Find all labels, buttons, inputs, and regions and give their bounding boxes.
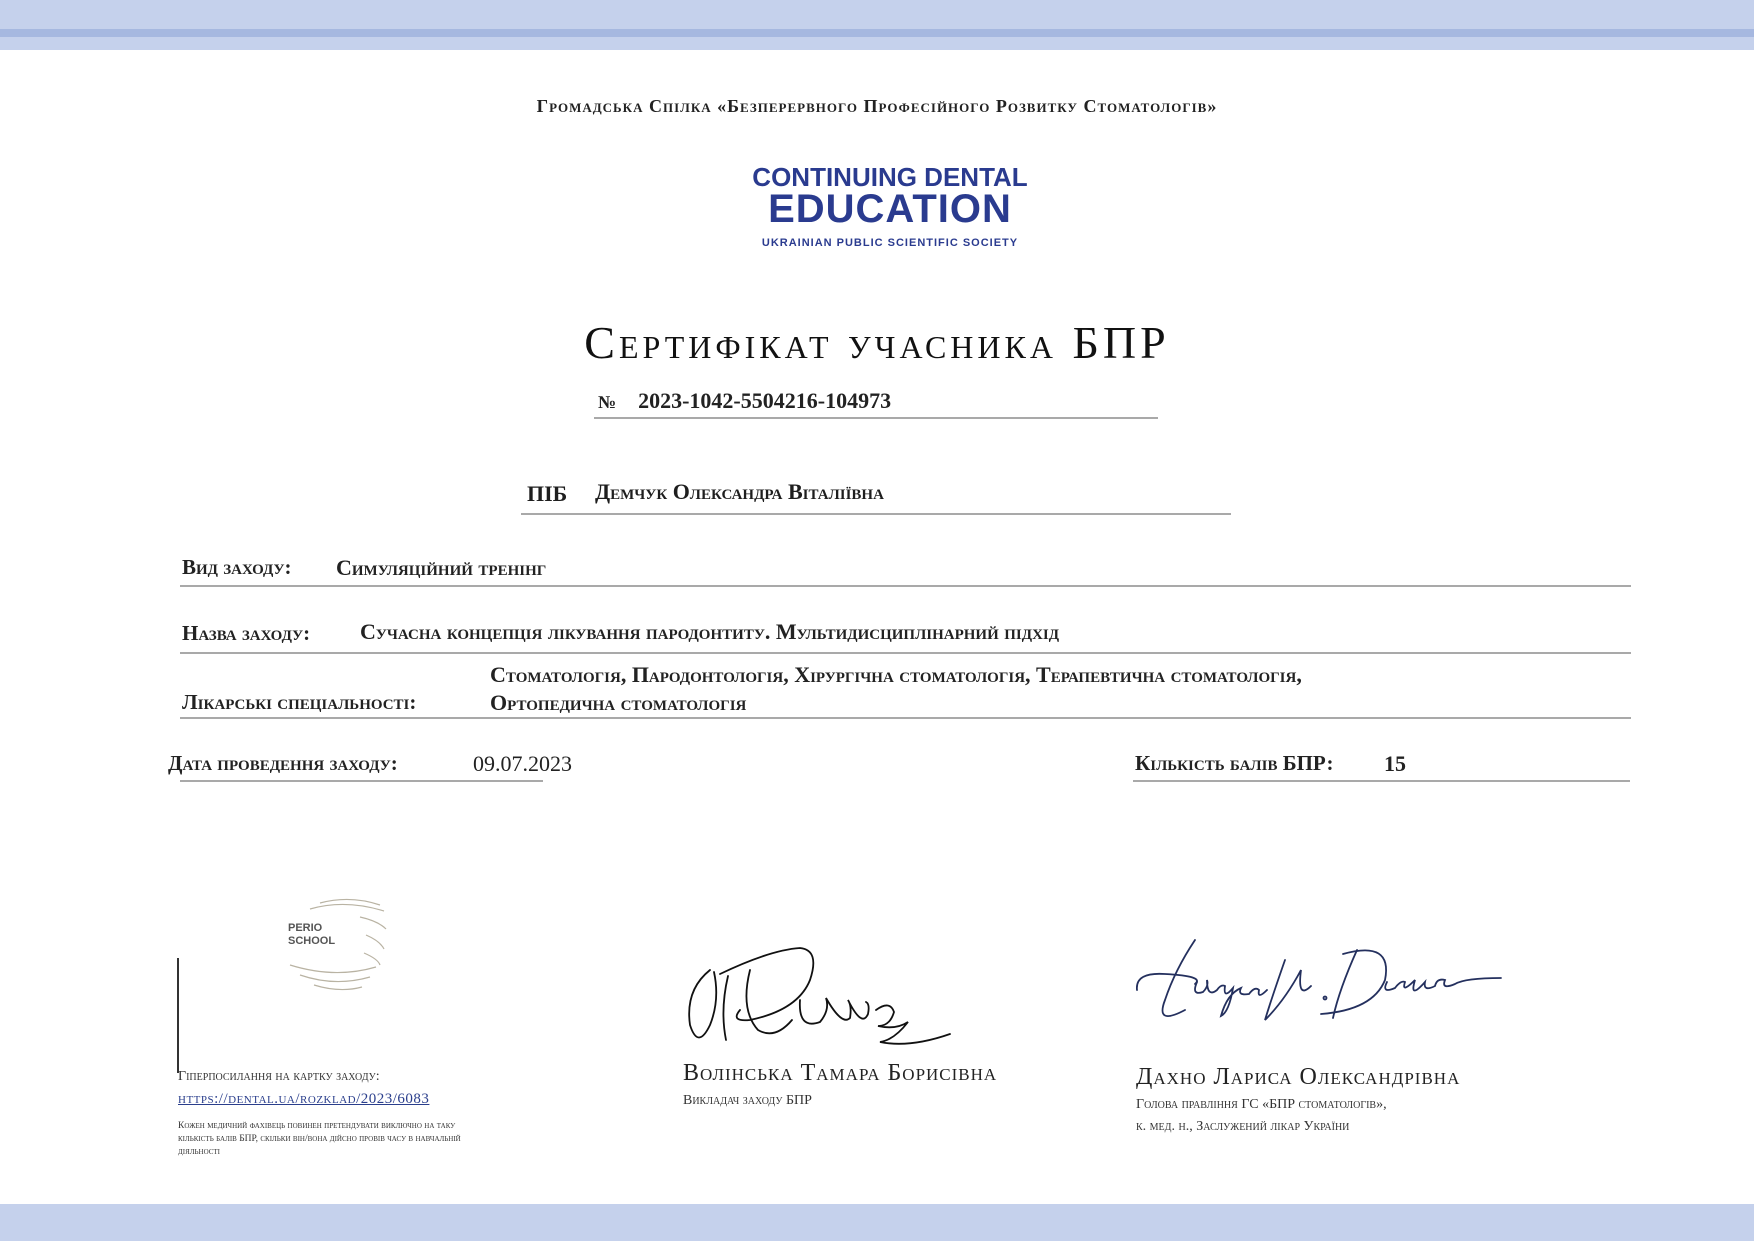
- points-value: 15: [1384, 751, 1406, 776]
- event-name-label: Назва заходу:: [182, 621, 311, 645]
- perio-school-logo: [280, 895, 400, 995]
- event-name-underline: [180, 652, 1631, 654]
- event-type-label: Вид заходу:: [182, 555, 292, 579]
- perio-line1: PERIO: [288, 922, 323, 934]
- participant-label: ПІБ: [527, 481, 568, 506]
- points-underline: [1133, 780, 1630, 782]
- perio-line2: SCHOOL: [288, 935, 336, 947]
- specialties-underline: [180, 717, 1631, 719]
- signature-volinska: [680, 930, 960, 1060]
- bottom-decorative-band: [0, 1204, 1754, 1241]
- vertical-divider: [177, 958, 179, 1073]
- signatory-2-name: Дахно Лариса Олександрівна: [1136, 1064, 1461, 1090]
- top-decorative-band: [0, 0, 1754, 50]
- footer-note: Кожен медичний фахівець повинен претендувати виключно на таку кількість балів БПР, скільки він/вона дійсно провів часу в навчальній діяльності: [178, 1121, 461, 1157]
- event-type-value: Симуляційний тренінг: [336, 555, 547, 580]
- participant-name: Демчук Олександра Віталіївна: [595, 479, 884, 504]
- event-name-value: Сучасна концепція лікування пародонтиту. Мультидисциплінарний підхід: [360, 619, 1060, 644]
- signatory-2-role-line1: Голова правління ГС «БПР стоматологів»,: [1136, 1097, 1387, 1112]
- certificate-number-value: 2023-1042-5504216-104973: [638, 388, 892, 413]
- signatory-1-role: Викладач заходу БПР: [683, 1093, 812, 1108]
- certificate-number: [598, 388, 891, 414]
- signature-dakhno: [1125, 930, 1505, 1030]
- participant-underline: [521, 513, 1231, 515]
- event-date-value: 09.07.2023: [473, 751, 572, 776]
- specialties-line1: Стоматологія, Пародонтологія, Хірургічна стоматологія, Терапевтична стоматологія,: [490, 662, 1302, 687]
- certificate-title: Сертифікат учасника БПР: [584, 317, 1170, 368]
- specialties-label: Лікарські спеціальності:: [182, 690, 417, 714]
- number-symbol: №: [598, 392, 617, 412]
- top-band-stripe: [0, 29, 1754, 37]
- event-date-underline: [180, 780, 543, 782]
- signatory-1-name: Волінська Тамара Борисівна: [683, 1060, 998, 1086]
- event-type-underline: [180, 585, 1631, 587]
- logo-line3: UKRAINIAN PUBLIC SCIENTIFIC SOCIETY: [761, 237, 1019, 249]
- signatory-2-role-line2: к. мед. н., Заслужений лікар України: [1136, 1119, 1350, 1134]
- certificate-number-underline: [594, 417, 1158, 419]
- organization-name: Громадська Спілка «Безперервного Професійного Розвитку Стоматологів»: [536, 96, 1218, 116]
- logo-line1: CONTINUING DENTAL: [752, 162, 1028, 192]
- points-label: Кількість балів БПР:: [1135, 751, 1334, 775]
- link-label: Гіперпосилання на картку заходу:: [178, 1069, 380, 1084]
- event-date-label: Дата проведення заходу:: [168, 751, 398, 775]
- specialties-line2: Ортопедична стоматологія: [490, 690, 747, 715]
- logo-line2: EDUCATION: [768, 187, 1012, 231]
- event-card-link[interactable]: https://dental.ua/rozklad/2023/6083: [178, 1091, 430, 1107]
- cde-logo: [690, 160, 1090, 260]
